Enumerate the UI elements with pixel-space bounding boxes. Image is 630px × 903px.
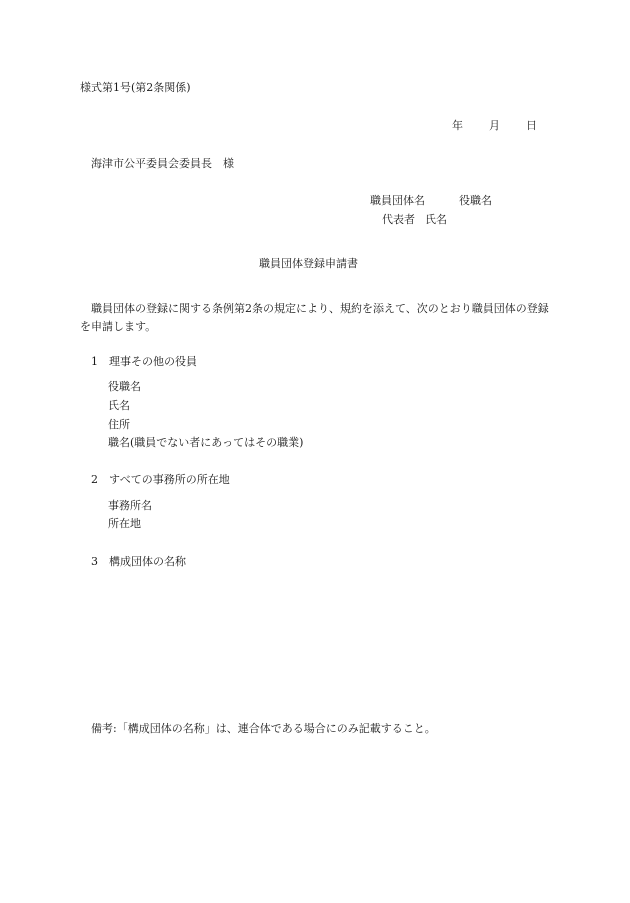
rep-name-label: 氏名: [425, 213, 447, 226]
section-title: 理事その他の役員: [109, 355, 197, 368]
remark-note: 備考:「構成団体の名称」は、連合体である場合にのみ記載すること。: [91, 722, 436, 735]
addressee: 海津市公平委員会委員長 様: [91, 157, 234, 170]
office-location-label: 所在地: [108, 517, 141, 530]
date-line: [452, 120, 537, 131]
position-label: 役職名: [459, 194, 492, 207]
form-number: 様式第1号(第2条関係): [80, 81, 191, 94]
date-day-label: 日: [526, 119, 537, 132]
officer-occupation-label: 職名(職員でない者にあってはその職業): [108, 436, 304, 449]
section-title: 構成団体の名称: [109, 555, 186, 568]
officer-role-label: 役職名: [108, 380, 141, 393]
section-number: 3: [91, 555, 98, 568]
applicant-org-line: [370, 195, 492, 206]
applicant-rep-line: [382, 214, 447, 225]
section-number: 1: [91, 355, 98, 368]
date-year-label: 年: [452, 119, 463, 132]
org-name-label: 職員団体名: [370, 194, 425, 207]
office-name-label: 事務所名: [108, 499, 152, 512]
representative-label: 代表者: [382, 213, 415, 226]
section-title: すべての事務所の所在地: [109, 473, 230, 486]
document-title: 職員団体登録申請書: [259, 257, 358, 270]
date-month-label: 月: [489, 119, 500, 132]
section-1-heading: [91, 356, 197, 367]
officer-name-label: 氏名: [108, 399, 130, 412]
section-2-heading: [91, 474, 230, 485]
application-body-text: 職員団体の登録に関する条例第2条の規定により、規約を添えて、次のとおり職員団体の登録を申請します。: [80, 302, 549, 333]
section-number: 2: [91, 473, 98, 486]
section-3-heading: [91, 556, 186, 567]
officer-address-label: 住所: [108, 418, 130, 431]
